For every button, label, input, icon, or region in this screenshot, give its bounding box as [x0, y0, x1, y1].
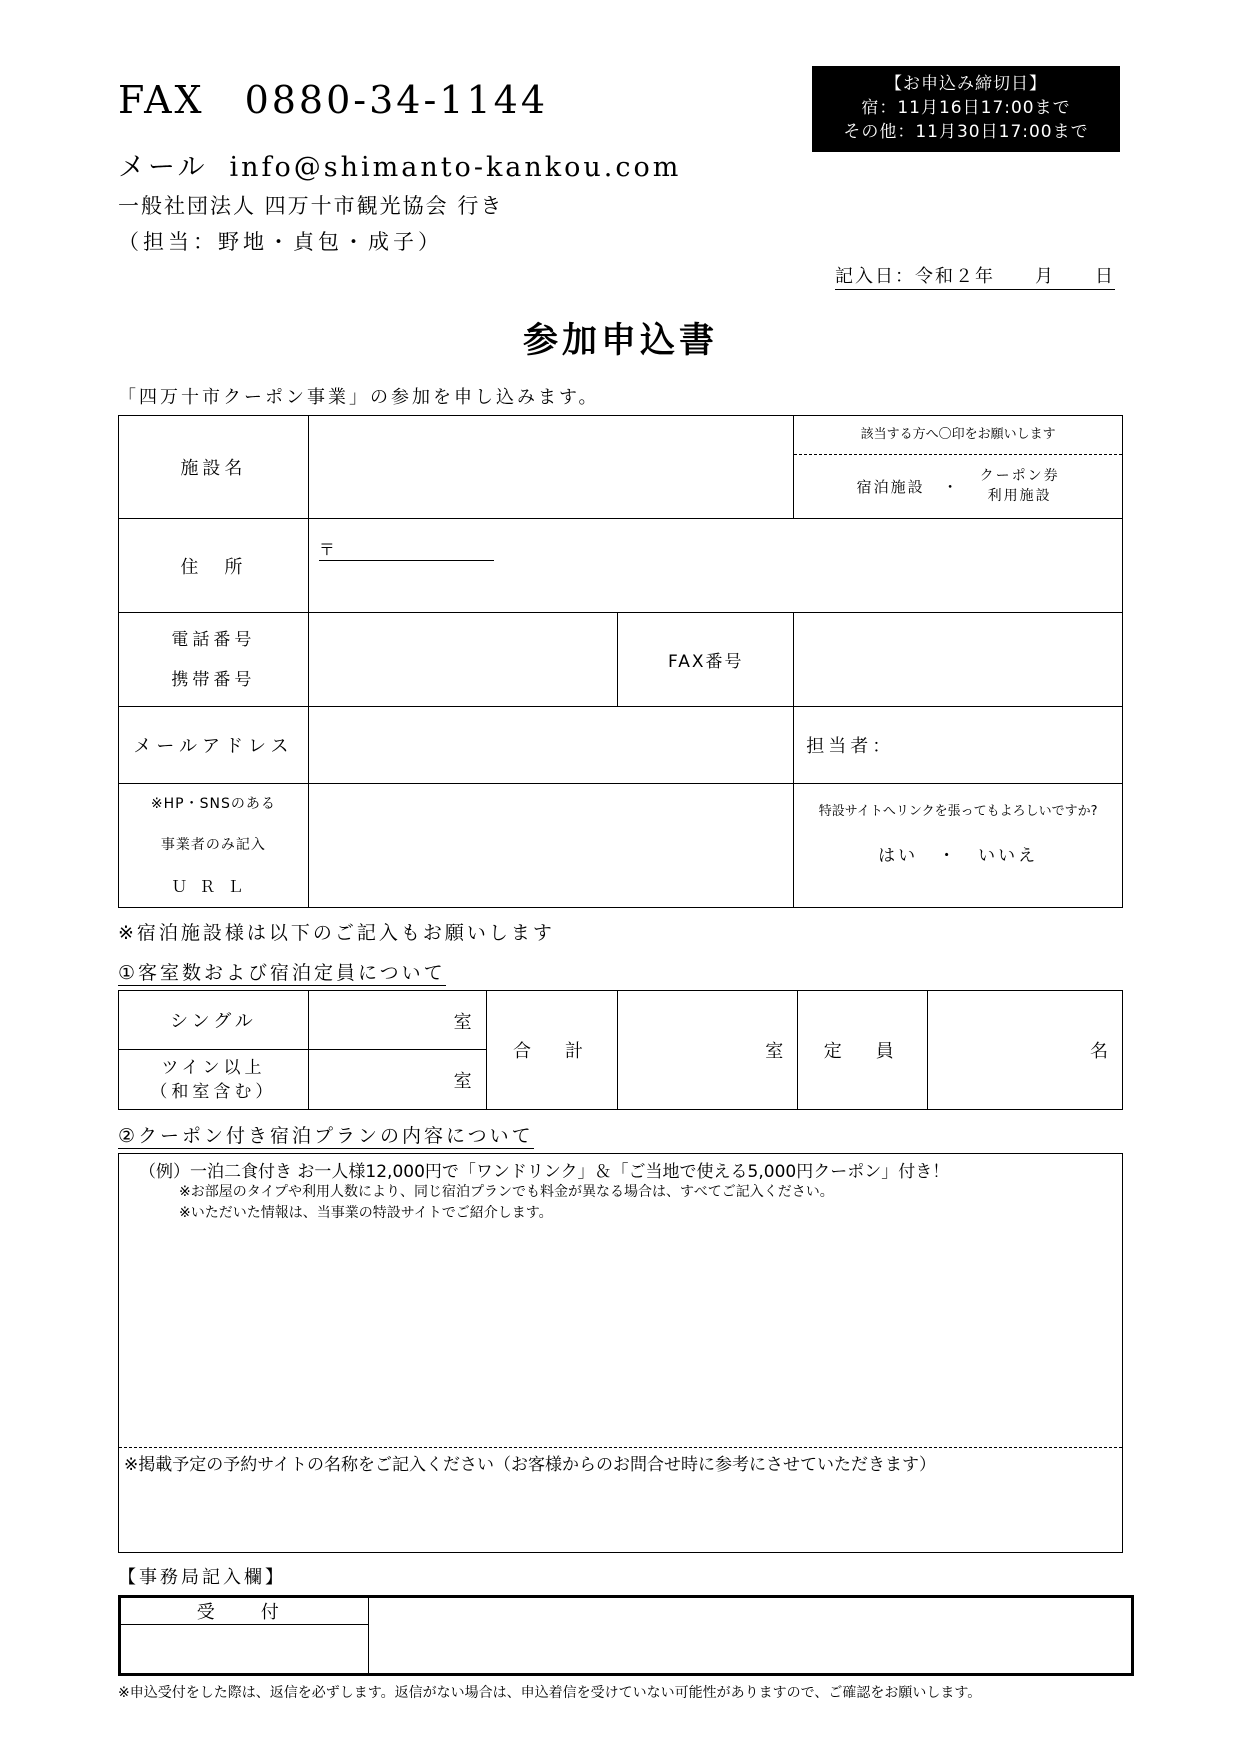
link-permission-cell [794, 784, 1123, 908]
twin-count-field[interactable] [308, 1050, 486, 1110]
fax-label: FAX [118, 78, 205, 122]
plan-note-1: ※お部屋のタイプや利用人数により、同じ宿泊プランでも料金が異なる場合は、すべてご記入ください。 [179, 1184, 834, 1200]
option-separator: ・ [942, 477, 962, 496]
circle-note: 該当する方へ〇印をお願いします [794, 416, 1122, 455]
link-answer-options[interactable]: はい ・ いいえ [878, 846, 1039, 866]
capacity-field[interactable] [928, 991, 1123, 1110]
facility-label: 施設名 [119, 416, 309, 519]
url-field[interactable] [308, 784, 793, 908]
deadline-title: 【お申込み締切日】 [885, 74, 1047, 94]
phone-field[interactable] [308, 613, 618, 707]
footer-note: ※申込受付をした際は、返信を必ずします。返信がない場合は、申込着信を受けていない可能性がありますので、ご確認をお願いします。 [118, 1685, 982, 1701]
option-coupon-line1: クーポン券 [979, 468, 1060, 484]
fax-number-field[interactable] [794, 613, 1123, 707]
stay-note: ※宿泊施設様は以下のご記入もお願いします [118, 922, 555, 944]
total-room-unit: 室 [765, 1041, 788, 1062]
mail-line [118, 145, 681, 184]
total-count-field[interactable] [618, 991, 798, 1110]
entry-date: 記入日：令和２年 月 日 [835, 262, 1115, 290]
phone-label-cell [119, 613, 309, 707]
plan-note-2: ※いただいた情報は、当事業の特設サイトでご紹介します。 [179, 1205, 553, 1221]
intro-text: 「四万十市クーポン事業」の参加を申し込みます。 [118, 387, 600, 408]
option-coupon[interactable] [980, 466, 1060, 506]
facility-type-cell [794, 416, 1123, 519]
mail-label: メール [118, 152, 208, 183]
mail-address: info@shimanto-kankou.com [229, 152, 682, 183]
plan-heading [118, 1121, 534, 1148]
fax-number: 0880-34-1144 [244, 78, 549, 122]
email-label: メールアドレス [119, 707, 309, 784]
plan-box [118, 1153, 1123, 1553]
mobile-label: 携帯番号 [171, 669, 256, 690]
received-field[interactable] [120, 1625, 369, 1675]
page-title: 参加申込書 [522, 321, 718, 361]
person-unit: 名 [1090, 1041, 1112, 1062]
plan-heading-text: ②クーポン付き宿泊プランの内容について [118, 1125, 534, 1147]
office-table [118, 1595, 1134, 1676]
fax-number-label: FAX番号 [618, 613, 794, 707]
twin-label: ツイン以上 [161, 1057, 266, 1078]
staff-names: （担当：野地・貞包・成子） [118, 230, 443, 254]
deadline-stay: 宿：11月16日17:00まで [861, 98, 1071, 118]
postal-code-line[interactable] [319, 537, 494, 561]
url-label-cell [119, 784, 309, 908]
received-label: 受 付 [120, 1597, 369, 1625]
plan-divider [119, 1447, 1122, 1448]
booking-site-note: ※掲載予定の予約サイトの名称をご記入ください（お客様からのお問合せ時に参考にさせていただきます） [124, 1455, 937, 1475]
option-coupon-line2: 利用施設 [987, 488, 1052, 504]
facility-name-field[interactable] [308, 416, 793, 519]
contact-label: 担当者： [806, 736, 895, 757]
email-field[interactable] [308, 707, 793, 784]
application-table [118, 415, 1123, 908]
option-stay[interactable]: 宿泊施設 [856, 477, 925, 496]
plan-content-field[interactable] [119, 1224, 1122, 1446]
twin-sublabel: （和室含む） [150, 1081, 277, 1102]
deadline-other: その他：11月30日17:00まで [843, 122, 1089, 142]
capacity-label: 定 員 [798, 991, 928, 1110]
url-note-2: 事業者のみ記入 [160, 837, 266, 853]
link-question: 特設サイトへリンクを張ってもよろしいですか? [818, 804, 1098, 819]
plan-example: （例）一泊二食付き お一人様12,000円で「ワンドリンク」＆「ご当地で使える5,000円クーポン」付き！ [139, 1162, 950, 1182]
rooms-heading [118, 958, 446, 985]
contact-person-field[interactable] [794, 707, 1123, 784]
facility-type-options [794, 455, 1122, 517]
deadline-box [812, 66, 1120, 152]
office-heading: 【事務局記入欄】 [118, 1567, 286, 1588]
twin-room-unit: 室 [453, 1071, 476, 1092]
url-note-1: ※HP・SNSのある [150, 796, 276, 812]
fax-line [118, 78, 548, 122]
organization: 一般社団法人 四万十市観光協会 行き [118, 194, 504, 218]
booking-site-field[interactable] [119, 1476, 1122, 1552]
postal-mark: 〒 [318, 540, 339, 559]
phone-label: 電話番号 [171, 629, 256, 650]
address-label: 住 所 [119, 519, 309, 613]
address-field[interactable] [308, 519, 1122, 613]
rooms-heading-text: ①客室数および宿泊定員について [118, 962, 446, 984]
total-label: 合 計 [486, 991, 618, 1110]
url-label: ＵＲＬ [171, 877, 256, 896]
single-room-unit: 室 [453, 1012, 476, 1033]
rooms-table [118, 990, 1123, 1110]
twin-label-cell [119, 1050, 309, 1110]
office-notes-field[interactable] [369, 1597, 1133, 1675]
single-count-field[interactable] [308, 991, 486, 1050]
single-label: シングル [119, 991, 309, 1050]
